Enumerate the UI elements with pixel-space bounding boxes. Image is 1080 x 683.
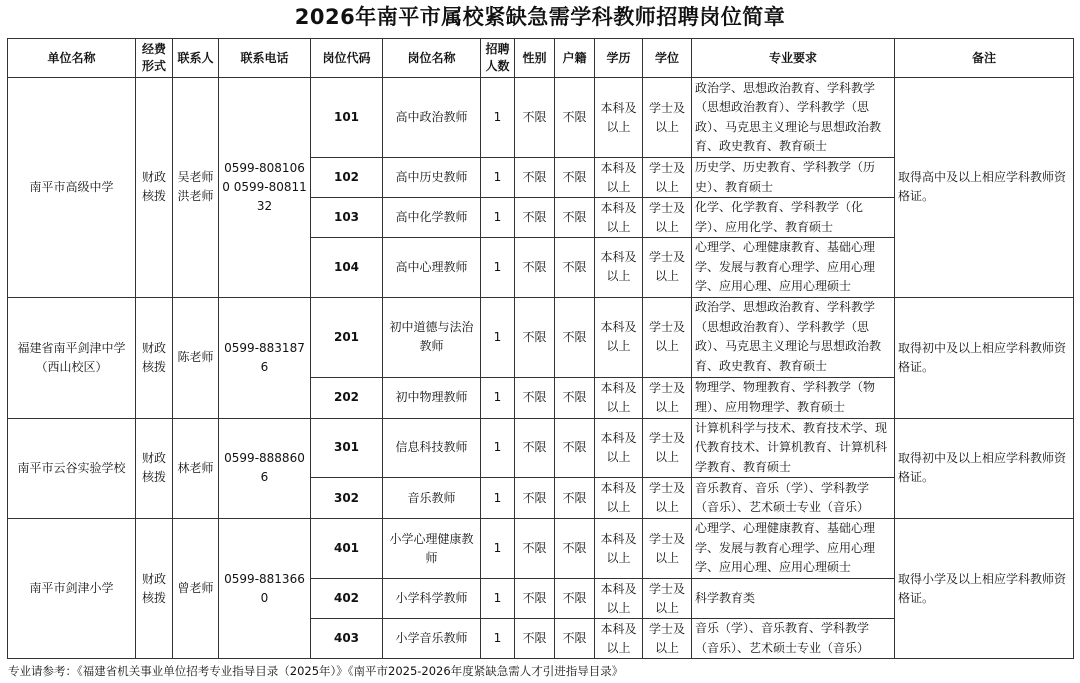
contact-cell: 陈老师: [173, 297, 219, 418]
hukou-cell: 不限: [555, 78, 595, 158]
count-cell: 1: [481, 579, 515, 619]
remark-cell: 取得初中及以上相应学科教师资格证。: [895, 418, 1074, 519]
table-header-row: [8, 39, 1074, 78]
major-cell: 政治学、思想政治教育、学科教学（思想政治教育）、学科教学（思政）、马克思主义理论与思想政治教育、政史教育、教育硕士: [692, 297, 895, 377]
gender-cell: 不限: [515, 158, 555, 198]
unit-name-cell: 南平市剑津小学: [8, 519, 136, 659]
header-unit-name: 单位名称: [8, 39, 136, 78]
recruitment-table: [7, 38, 1074, 659]
gender-cell: 不限: [515, 377, 555, 418]
unit-name-cell: 南平市高级中学: [8, 78, 136, 298]
count-cell: 1: [481, 377, 515, 418]
major-cell: 计算机科学与技术、教育技术学、现代教育技术、计算机教育、计算机科学教育、教育硕士: [692, 418, 895, 478]
major-cell: 政治学、思想政治教育、学科教学（思想政治教育）、学科教学（思政）、马克思主义理论与思想政治教育、政史教育、教育硕士: [692, 78, 895, 158]
count-cell: 1: [481, 238, 515, 298]
header-position-name: 岗位名称: [383, 39, 481, 78]
position-name-cell: 高中政治教师: [383, 78, 481, 158]
education-cell: 本科及以上: [595, 478, 643, 519]
table-row: [8, 297, 1074, 377]
hukou-cell: 不限: [555, 619, 595, 659]
page-title: 2026年南平市属校紧缺急需学科教师招聘岗位简章: [294, 5, 786, 29]
position-name-cell: 初中道德与法治教师: [383, 297, 481, 377]
degree-cell: 学士及以上: [643, 519, 692, 579]
hukou-cell: 不限: [555, 297, 595, 377]
position-code-cell: 302: [311, 478, 383, 519]
degree-cell: 学士及以上: [643, 297, 692, 377]
degree-cell: 学士及以上: [643, 78, 692, 158]
funding-cell: 财政核拨: [136, 78, 173, 298]
position-code-cell: 104: [311, 238, 383, 298]
position-code-cell: 403: [311, 619, 383, 659]
header-phone: 联系电话: [219, 39, 311, 78]
position-name-cell: 小学音乐教师: [383, 619, 481, 659]
header-hukou: 户籍: [555, 39, 595, 78]
education-cell: 本科及以上: [595, 377, 643, 418]
gender-cell: 不限: [515, 418, 555, 478]
header-education: 学历: [595, 39, 643, 78]
major-cell: 音乐教育、音乐（学）、学科教学（音乐）、艺术硕士专业（音乐）: [692, 478, 895, 519]
hukou-cell: 不限: [555, 519, 595, 579]
reference-note: 专业请参考：《福建省机关事业单位招考专业指导目录（2025年）》《南平市2025-2026年度紧缺急需人才引进指导目录》: [8, 664, 624, 678]
education-cell: 本科及以上: [595, 78, 643, 158]
position-name-cell: 高中历史教师: [383, 158, 481, 198]
gender-cell: 不限: [515, 619, 555, 659]
position-code-cell: 202: [311, 377, 383, 418]
degree-cell: 学士及以上: [643, 238, 692, 298]
position-name-cell: 小学心理健康教师: [383, 519, 481, 579]
count-cell: 1: [481, 158, 515, 198]
degree-cell: 学士及以上: [643, 478, 692, 519]
education-cell: 本科及以上: [595, 238, 643, 298]
degree-cell: 学士及以上: [643, 198, 692, 238]
hukou-cell: 不限: [555, 418, 595, 478]
count-cell: 1: [481, 519, 515, 579]
position-code-cell: 101: [311, 78, 383, 158]
count-cell: 1: [481, 478, 515, 519]
gender-cell: 不限: [515, 198, 555, 238]
position-code-cell: 102: [311, 158, 383, 198]
funding-cell: 财政核拨: [136, 519, 173, 659]
position-name-cell: 高中心理教师: [383, 238, 481, 298]
unit-name-cell: 南平市云谷实验学校: [8, 418, 136, 519]
table-row: [8, 519, 1074, 579]
header-gender: 性别: [515, 39, 555, 78]
gender-cell: 不限: [515, 478, 555, 519]
position-code-cell: 402: [311, 579, 383, 619]
contact-cell: 吴老师洪老师: [173, 78, 219, 298]
funding-cell: 财政核拨: [136, 297, 173, 418]
gender-cell: 不限: [515, 238, 555, 298]
position-code-cell: 301: [311, 418, 383, 478]
education-cell: 本科及以上: [595, 158, 643, 198]
count-cell: 1: [481, 619, 515, 659]
header-remark: 备注: [895, 39, 1074, 78]
position-code-cell: 201: [311, 297, 383, 377]
table-body: [8, 78, 1074, 659]
major-cell: 历史学、历史教育、学科教学（历史）、教育硕士: [692, 158, 895, 198]
position-code-cell: 103: [311, 198, 383, 238]
gender-cell: 不限: [515, 519, 555, 579]
header-contact: 联系人: [173, 39, 219, 78]
remark-cell: 取得小学及以上相应学科教师资格证。: [895, 519, 1074, 659]
education-cell: 本科及以上: [595, 579, 643, 619]
major-cell: 物理学、物理教育、学科教学（物理）、应用物理学、教育硕士: [692, 377, 895, 418]
remark-cell: 取得初中及以上相应学科教师资格证。: [895, 297, 1074, 418]
degree-cell: 学士及以上: [643, 158, 692, 198]
education-cell: 本科及以上: [595, 418, 643, 478]
position-name-cell: 高中化学教师: [383, 198, 481, 238]
major-cell: 心理学、心理健康教育、基础心理学、发展与教育心理学、应用心理学、应用心理、应用心理硕士: [692, 519, 895, 579]
position-code-cell: 401: [311, 519, 383, 579]
phone-cell: 0599-8831876: [219, 297, 311, 418]
hukou-cell: 不限: [555, 377, 595, 418]
degree-cell: 学士及以上: [643, 377, 692, 418]
gender-cell: 不限: [515, 297, 555, 377]
gender-cell: 不限: [515, 78, 555, 158]
education-cell: 本科及以上: [595, 297, 643, 377]
count-cell: 1: [481, 297, 515, 377]
contact-cell: 林老师: [173, 418, 219, 519]
degree-cell: 学士及以上: [643, 418, 692, 478]
header-major: 专业要求: [692, 39, 895, 78]
count-cell: 1: [481, 418, 515, 478]
phone-cell: 0599-8888606: [219, 418, 311, 519]
count-cell: 1: [481, 198, 515, 238]
remark-cell: 取得高中及以上相应学科教师资格证。: [895, 78, 1074, 298]
count-cell: 1: [481, 78, 515, 158]
education-cell: 本科及以上: [595, 198, 643, 238]
phone-cell: 0599-8081060 0599-8081132: [219, 78, 311, 298]
major-cell: 心理学、心理健康教育、基础心理学、发展与教育心理学、应用心理学、应用心理、应用心理硕士: [692, 238, 895, 298]
major-cell: 科学教育类: [692, 579, 895, 619]
header-degree: 学位: [643, 39, 692, 78]
education-cell: 本科及以上: [595, 619, 643, 659]
hukou-cell: 不限: [555, 579, 595, 619]
education-cell: 本科及以上: [595, 519, 643, 579]
degree-cell: 学士及以上: [643, 619, 692, 659]
position-name-cell: 小学科学教师: [383, 579, 481, 619]
hukou-cell: 不限: [555, 198, 595, 238]
degree-cell: 学士及以上: [643, 579, 692, 619]
contact-cell: 曾老师: [173, 519, 219, 659]
position-name-cell: 初中物理教师: [383, 377, 481, 418]
header-funding: 经费形式: [136, 39, 173, 78]
major-cell: 音乐（学）、音乐教育、学科教学（音乐）、艺术硕士专业（音乐）: [692, 619, 895, 659]
position-name-cell: 信息科技教师: [383, 418, 481, 478]
phone-cell: 0599-8813660: [219, 519, 311, 659]
table-row: [8, 78, 1074, 158]
position-name-cell: 音乐教师: [383, 478, 481, 519]
hukou-cell: 不限: [555, 238, 595, 298]
hukou-cell: 不限: [555, 478, 595, 519]
hukou-cell: 不限: [555, 158, 595, 198]
header-count: 招聘人数: [481, 39, 515, 78]
major-cell: 化学、化学教育、学科教学（化学）、应用化学、教育硕士: [692, 198, 895, 238]
gender-cell: 不限: [515, 579, 555, 619]
header-position-code: 岗位代码: [311, 39, 383, 78]
unit-name-cell: 福建省南平剑津中学（西山校区）: [8, 297, 136, 418]
funding-cell: 财政核拨: [136, 418, 173, 519]
table-row: [8, 418, 1074, 478]
